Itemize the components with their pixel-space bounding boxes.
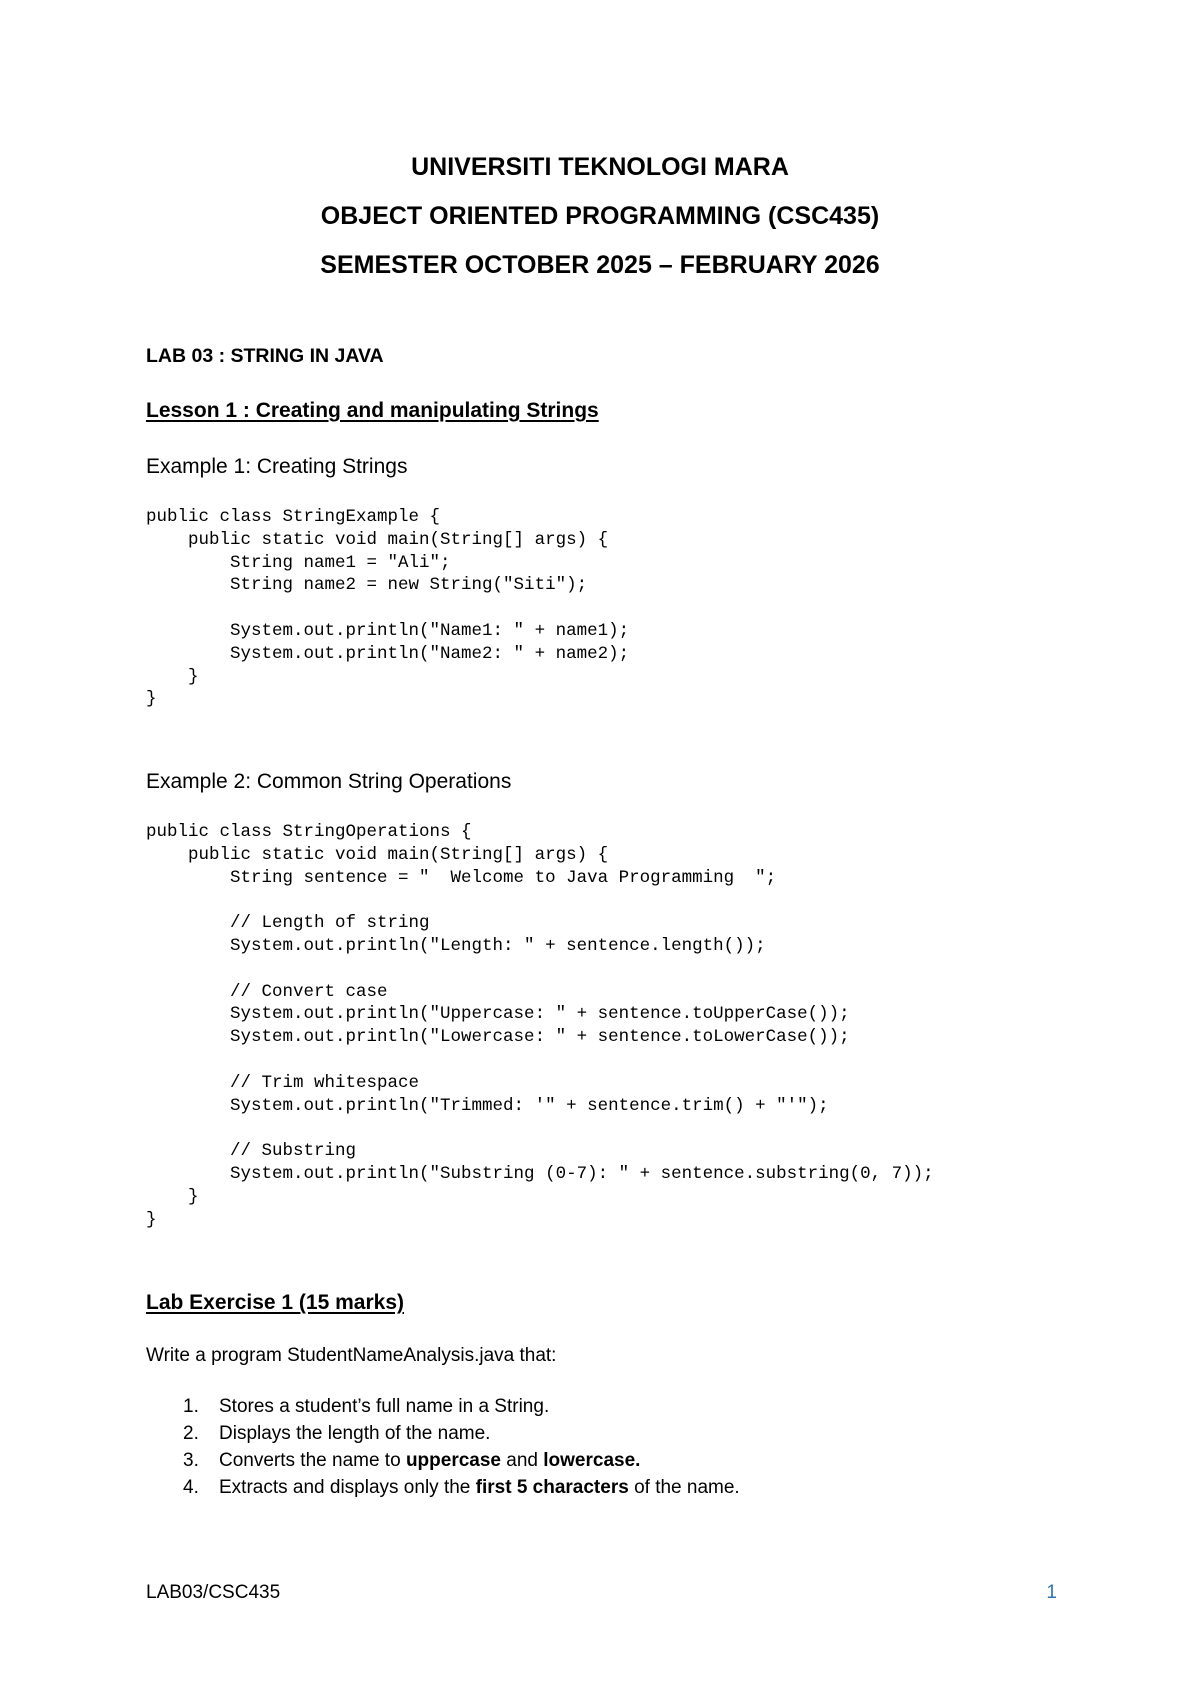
document-header — [0, 143, 1200, 290]
text-fragment: Stores a student’s full name in a String. — [219, 1396, 550, 1417]
list-item-number: 3. — [183, 1450, 199, 1471]
list-item-text — [219, 1474, 740, 1501]
code-line — [146, 597, 629, 620]
list-item — [146, 1447, 740, 1474]
text-fragment: Extracts and displays only the — [219, 1477, 476, 1498]
example-2-title: Example 2: Common String Operations — [146, 770, 512, 793]
list-item-text — [219, 1393, 549, 1420]
code-line: public static void main(String[] args) { — [146, 529, 609, 550]
lesson-title: Lesson 1 : Creating and manipulating Strings — [146, 399, 599, 422]
university-title: UNIVERSITI TEKNOLOGI MARA — [411, 153, 789, 181]
list-item-number: 2. — [183, 1423, 199, 1444]
text-fragment: and — [500, 1450, 544, 1471]
code-line — [146, 1049, 934, 1072]
list-item-text — [219, 1447, 640, 1474]
code-line: public class StringExample { — [146, 507, 441, 527]
code-line — [146, 958, 934, 981]
lab-title: LAB 03 : STRING IN JAVA — [146, 345, 384, 367]
code-line: System.out.println("Uppercase: " + sentence.toUpperCase()); — [146, 1004, 850, 1025]
example-1-title: Example 1: Creating Strings — [146, 455, 408, 478]
semester-title: SEMESTER OCTOBER 2025 – FEBRUARY 2026 — [320, 251, 880, 279]
exercise-instruction: Write a program StudentNameAnalysis.java that: — [146, 1345, 557, 1366]
code-line: String name1 = "Ali"; — [146, 552, 451, 573]
code-line: String sentence = " Welcome to Java Programming "; — [146, 867, 777, 888]
example-2-code — [146, 821, 934, 1231]
emphasis-text: lowercase. — [543, 1450, 641, 1471]
code-line — [146, 889, 934, 912]
list-item-number: 4. — [183, 1477, 199, 1498]
list-item-number: 1. — [183, 1396, 199, 1417]
list-item — [146, 1420, 740, 1447]
emphasis-text: uppercase — [405, 1450, 501, 1471]
code-line: } — [146, 666, 199, 687]
code-line: // Trim whitespace — [146, 1072, 420, 1093]
code-line: // Convert case — [146, 981, 388, 1002]
text-fragment: Converts the name to — [219, 1450, 406, 1471]
code-line: public static void main(String[] args) { — [146, 844, 609, 865]
code-line: System.out.println("Name2: " + name2); — [146, 643, 630, 664]
list-item — [146, 1474, 740, 1501]
code-line: System.out.println("Trimmed: '" + sentence.trim() + "'"); — [146, 1095, 829, 1116]
code-line: System.out.println("Name1: " + name1); — [146, 620, 630, 641]
course-title: OBJECT ORIENTED PROGRAMMING (CSC435) — [320, 202, 880, 230]
code-line: System.out.println("Substring (0-7): " + sentence.substring(0, 7)); — [146, 1163, 934, 1184]
code-line: System.out.println("Lowercase: " + sentence.toLowerCase()); — [146, 1027, 850, 1048]
list-item — [146, 1393, 740, 1420]
code-line: System.out.println("Length: " + sentence.length()); — [146, 935, 766, 956]
page-number: 1 — [1046, 1582, 1057, 1603]
example-1-code — [146, 506, 629, 711]
code-line: // Length of string — [146, 913, 430, 934]
code-line: } — [146, 1186, 199, 1207]
footer-label: LAB03/CSC435 — [146, 1582, 281, 1603]
code-line — [146, 1117, 934, 1140]
task-list — [146, 1393, 740, 1501]
code-line: } — [146, 689, 157, 710]
exercise-title: Lab Exercise 1 (15 marks) — [146, 1291, 404, 1314]
emphasis-text: first 5 characters — [475, 1477, 629, 1498]
code-line: String name2 = new String("Siti"); — [146, 575, 588, 596]
text-fragment: Displays the length of the name. — [219, 1423, 491, 1444]
code-line: // Substring — [146, 1141, 357, 1162]
code-line: } — [146, 1209, 157, 1230]
list-item-text — [219, 1420, 490, 1447]
text-fragment: of the name. — [628, 1477, 740, 1498]
code-line: public class StringOperations { — [146, 822, 472, 842]
